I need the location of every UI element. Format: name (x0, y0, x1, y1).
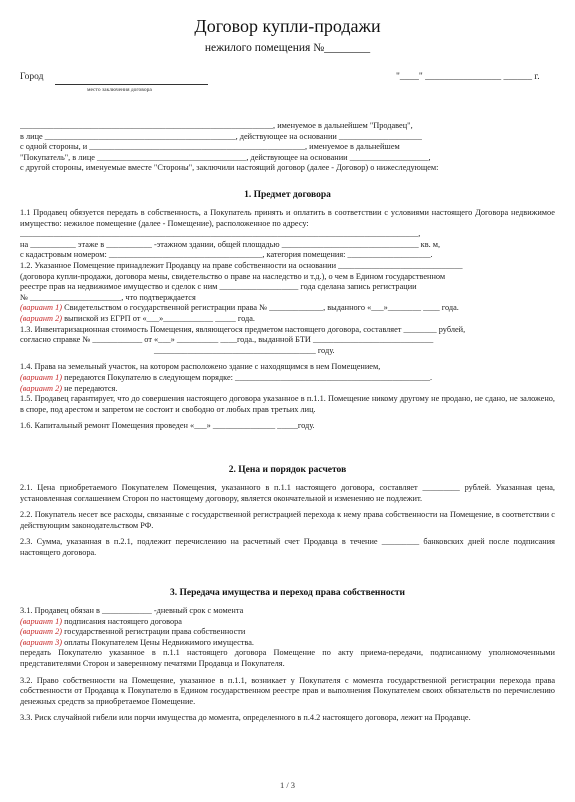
city-line (55, 84, 208, 85)
city-label: Город (20, 72, 44, 82)
document-title: Договор купли-продажи (194, 16, 381, 36)
variant-text: оплаты Покупателем Цены Недвижимого имущества. (62, 637, 254, 647)
para-2-1: 2.1. Цена приобретаемого Покупателем Помещения, указанного в п.1.1 настоящего договора, составляет _________ рублей. Указанная цена, установленная соглашением Сторон по настоящему договору, является окончательной и изменению не подлежит. (20, 483, 555, 503)
parties-line-5: с другой стороны, именуемые вместе "Стороны", заключили настоящий договор (далее - Договор) о нижеследующем: (20, 163, 439, 173)
para-1-1-floor: на ___________ этаже в ___________ -этажном здании, общей площадью _________________________________ кв. м, (20, 239, 441, 249)
page-number: 1 / 3 (279, 780, 296, 790)
document-subtitle: нежилого помещения №________ (204, 42, 371, 54)
para-1-6: 1.6. Капитальный ремонт Помещения проведен «___» _______________ _____году. (20, 421, 315, 431)
variant-text: выпиской из ЕГРП от «___»____________ _____ года. (62, 313, 255, 323)
para-1-2-c: реестре прав на недвижимое имущество и сделок с ним ___________________ года сделана запись регистрации (20, 282, 417, 292)
variant-label: (вариант 2) (20, 383, 62, 393)
para-1-4-a: 1.4. Права на земельный участок, на котором расположено здание с находящимся в нем Помещением, (20, 362, 381, 372)
para-3-1-variant-3 (20, 638, 555, 649)
section-2-block (20, 483, 555, 559)
variant-label: (вариант 3) (20, 637, 62, 647)
para-1-3-c: _______________________________________ году. (154, 345, 335, 355)
date-field: "____" ________________ ______ г. (396, 72, 540, 82)
section-1-block (20, 208, 555, 432)
para-2-2: 2.2. Покупатель несет все расходы, связанные с государственной регистрацией перехода к нему права собственности на Помещение, в соответствии с действующим законодательством РФ. (20, 510, 555, 530)
variant-text: не передаются. (62, 383, 118, 393)
section-3-block (20, 606, 555, 724)
para-3-1: 3.1. Продавец обязан в ____________ -дневный срок с момента (20, 606, 244, 615)
para-1-2-d: № ______________________, что подтверждается (20, 292, 196, 302)
para-1-4-variant-2 (20, 384, 555, 395)
parties-line-2: в лице ______________________________________________, действующее на основании ____________________ (20, 131, 422, 141)
para-1-1-cadastral: с кадастровым номером: _____________________________________, категория помещения: ____________________. (20, 250, 433, 260)
parties-line-1: _____________________________________________________________, именуемое в дальнейшем "Продавец", (20, 121, 413, 130)
variant-label: (вариант 1) (20, 303, 62, 313)
section-2-heading: 2. Цена и порядок расчетов (228, 465, 347, 475)
section-1-heading: 1. Предмет договора (244, 190, 331, 200)
variant-text: передаются Покупателю в следующем порядке: _______________________________________________. (62, 372, 433, 382)
variant-label: (вариант 2) (20, 627, 62, 637)
para-1-3-b: согласно справке № ____________ от «___» __________ ____года., выданной БТИ _____________________________ (20, 335, 434, 345)
section-3-heading: 3. Передача имущества и переход права собственности (170, 588, 405, 598)
variant-label: (вариант 1) (20, 616, 62, 626)
para-2-3: 2.3. Сумма, указанная в п.2.1, подлежит перечислению на расчетный счет Продавца в течение _________ банковских дней после подписания настоящего договора. (20, 537, 555, 557)
parties-block (20, 121, 555, 174)
para-1-2-variant-1 (20, 303, 555, 314)
para-3-1-variant-1 (20, 617, 555, 628)
para-1-2-b: (договора купли-продажи, договора мены, свидетельство о праве на наследство и т.д.), о чем в Едином государственном (20, 271, 446, 281)
para-1-1: 1.1 Продавец обязуется передать в собственность, а Покупатель принять и оплатить в соответствии с условиями настоящего Договора недвижимое имущество: нежилое помещение (далее - Помещение), расположенное по адресу: (20, 208, 555, 228)
para-1-4-variant-1 (20, 373, 555, 384)
para-3-1-tail: передать Покупателю указанное в п.1.1 настоящего договора Помещение по акту приема-передачи, подписанному уполномоченными представителями Сторон и завеpенному печатями Продавца и Покупателя. (20, 648, 555, 668)
para-1-2-variant-2 (20, 314, 555, 325)
variant-label: (вариант 2) (20, 313, 62, 323)
variant-label: (вариант 1) (20, 372, 62, 382)
para-1-1-line: ________________________________________________________________________________________________, (20, 229, 421, 239)
variant-text: Свидетельством о государственной регистрации права № _____________, выданного «___»________ ____ года. (62, 303, 459, 313)
city-hint: место заключения договора (87, 87, 152, 93)
para-1-3-a: 1.3. Инвентаризационная стоимость Помещения, являющегося предметом настоящего договора, составляет ________ рублей, (20, 324, 466, 334)
para-3-1-variant-2 (20, 627, 555, 638)
para-3-3: 3.3. Риск случайной гибели или порчи имущества до момента, определенного в п.4.2 настоящего договора, лежит на Продавце. (20, 713, 471, 723)
para-1-2-a: 1.2. Указанное Помещение принадлежит Продавцу на праве собственности на основании ______________________________ (20, 260, 463, 270)
variant-text: государственной регистрации права собственности (62, 627, 246, 637)
para-1-5: 1.5. Продавец гарантирует, что до совершения настоящего договора указанное в п.1.1. Помещение никому другому не продано, не сдано, не заложено, в споре, под арестом и запретом не состоит и свободно от любых прав третьих лиц. (20, 394, 555, 414)
city-date-row (20, 72, 555, 96)
parties-line-3: с одной стороны, и ____________________________________________________, именуемое в дальнейшем (20, 142, 400, 152)
para-3-2: 3.2. Право собственности на Помещение, указанное в п.1.1, возникает у Покупателя с момента государственной регистрации перехода права собственности от Продавца к Покупателю в Едином государственном реестре прав и выполнения Покупателем своих обязательств по перечислению денежных средств за приобретаемое Помещение. (20, 675, 555, 706)
variant-text: подписания настоящего договора (62, 616, 182, 626)
parties-line-4: "Покупатель", в лице ____________________________________, действующее на основании ___________________, (20, 152, 431, 162)
